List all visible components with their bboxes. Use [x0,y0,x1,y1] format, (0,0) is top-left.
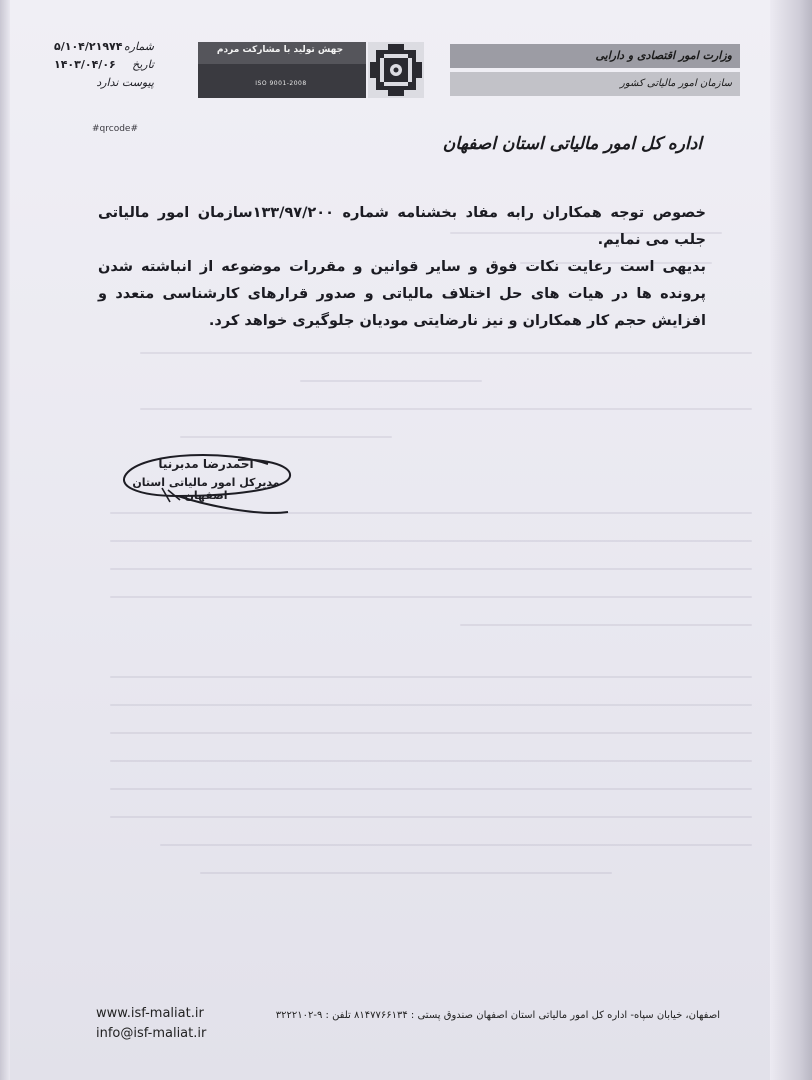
body-paragraph-2: بدیهی است رعایت نکات فوق و سایر قوانین و مقررات موضوعه از انباشته شدن پرونده ها در هیات های حل اختلاف مالیاتی و صدور قرارهای کارشناسی متعدد و افزایش حجم کار همکاران و نیز نارضایتی مودیان جلوگیری خواهد کرد. [98,259,706,329]
number-label: شماره [123,40,154,53]
body-paragraph-1: خصوص توجه همکاران رابه مفاد بخشنامه شماره ۱۳۳/۹۷/۲۰۰سازمان امور مالیاتی جلب می نمایم. [98,205,706,248]
show-through-line [460,624,752,626]
footer-website: www.isf-maliat.ir [96,1006,204,1021]
show-through-line [110,732,752,734]
show-through-line [300,380,482,382]
letter-number: ۵/۱۰۴/۲۱۹۷۴ [54,40,123,53]
footer-email: info@isf-maliat.ir [96,1026,207,1041]
letter-metadata [54,38,154,92]
show-through-line [110,540,752,542]
letter-body [98,200,706,335]
office-title: اداره کل امور مالیاتی استان اصفهان [442,134,702,154]
scan-shadow-left [0,0,10,1080]
show-through-line [110,568,752,570]
show-through-line [110,676,752,678]
show-through-line [110,760,752,762]
letter-date: ۱۴۰۳/۰۴/۰۶ [54,58,116,71]
scan-shadow-right [770,0,812,1080]
iso-text: ISO 9001-2008 [255,80,307,87]
show-through-line [140,352,752,354]
show-through-line [180,436,392,438]
attachment-status: پیوست ندارد [96,76,154,89]
signatory-title: مدیرکل امور مالیاتی استان اصفهان [132,476,280,502]
tax-organization-logo-icon [368,42,424,98]
signatory-name: احمدرضا مدبرنیا [158,457,254,471]
slogan-text: جهش تولید با مشارکت مردم [216,45,344,55]
show-through-line [110,596,752,598]
show-through-line [200,872,612,874]
show-through-line [110,816,752,818]
date-label: تاریخ [132,58,154,71]
ministry-name: وزارت امور اقتصادی و دارایی [450,44,740,68]
show-through-line [110,788,752,790]
qrcode-placeholder: #qrcode# [92,124,139,134]
footer-address: اصفهان، خیابان سپاه- اداره کل امور مالیاتی استان اصفهان صندوق پستی : ۸۱۴۷۷۶۶۱۳۴ تلفن : ۹-۳۲۲۲۱۰۲ [275,1010,720,1021]
organization-name: سازمان امور مالیاتی کشور [450,72,740,96]
show-through-line [140,408,752,410]
show-through-line [160,844,752,846]
show-through-line [110,704,752,706]
